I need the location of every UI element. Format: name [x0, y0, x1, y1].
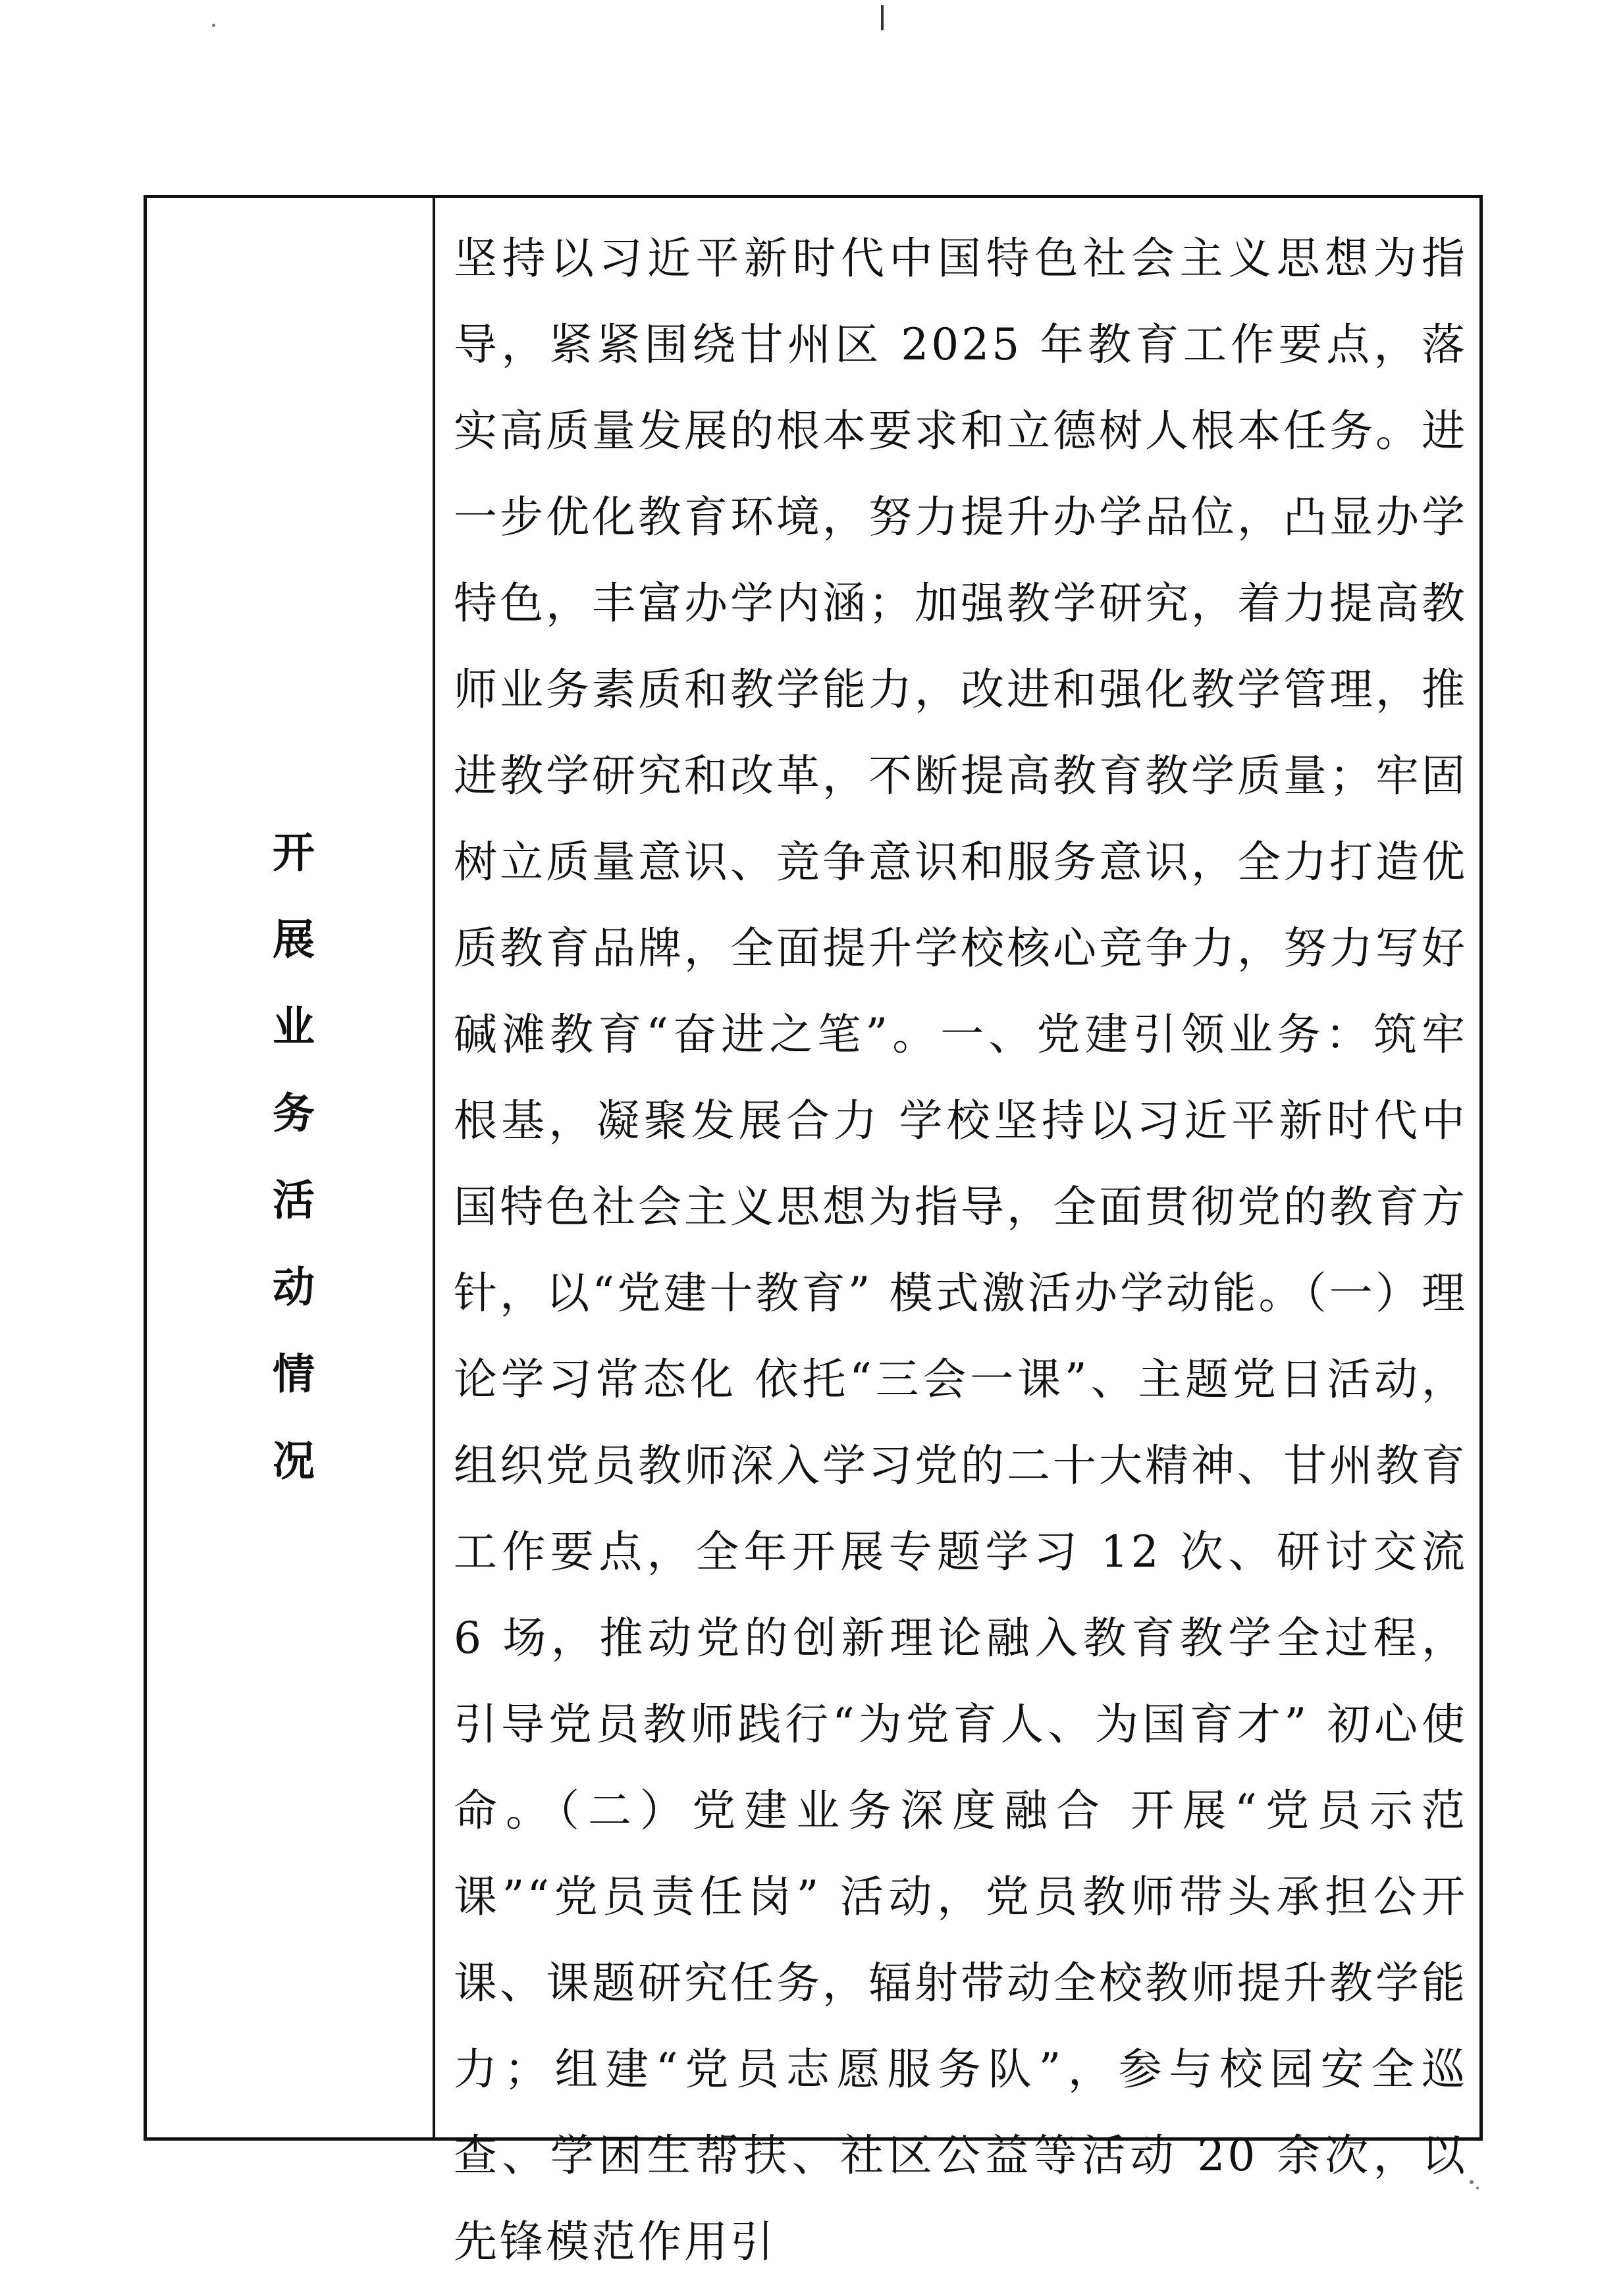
scan-speck [1476, 2187, 1479, 2189]
scan-speck [212, 24, 215, 27]
page-top-mark [881, 5, 884, 30]
row-content-cell [435, 198, 1479, 2267]
activity-report-table [144, 195, 1483, 2267]
row-label: 开展业务活动情况 [265, 830, 314, 1525]
scan-speck [1470, 2180, 1474, 2184]
activity-description: 坚持以习近平新时代中国特色社会主义思想为指导，紧紧围绕甘州区 2025 年教育工作要点，落实高质量发展的根本要求和立德树人根本任务。进一步优化教育环境，努力提升办学品位，凸显办学特色，丰富办学内涵；加强教学研究，着力提高教师业务素质和教学能力，改进和强化教学管理，推进教学研究和改革，不断提高教育教学质量；牢固树立质量意识、竞争意识和服务意识，全力打造优质教育品牌，全面提升学校核心竞争力，努力写好碱滩教育“奋进之笔”。一、党建引领业务：筑牢根基，凝聚发展合力 学校坚持以习近平新时代中国特色社会主义思想为指导，全面贯彻党的教育方针，以“党建十教育” 模式激活办学动能。（一）理论学习常态化 依托“三会一课”、主题党日活动，组织党员教师深入学习党的二十大精神、甘州教育工作要点，全年开展专题学习 12 次、研讨交流 6 场，推动党的创新理论融入教育教学全过程，引导党员教师践行“为党育人、为国育才” 初心使命。（二）党建业务深度融合 开展“党员示范课”“党员责任岗” 活动，党员教师带头承担公开课、课题研究任务，辐射带动全校教师提升教学能力；组建“党员志愿服务队”，参与校园安全巡查、学困生帮扶、社区公益等活动 20 余次，以先锋模范作用引 [454, 233, 1468, 2267]
row-label-cell [147, 198, 435, 2137]
